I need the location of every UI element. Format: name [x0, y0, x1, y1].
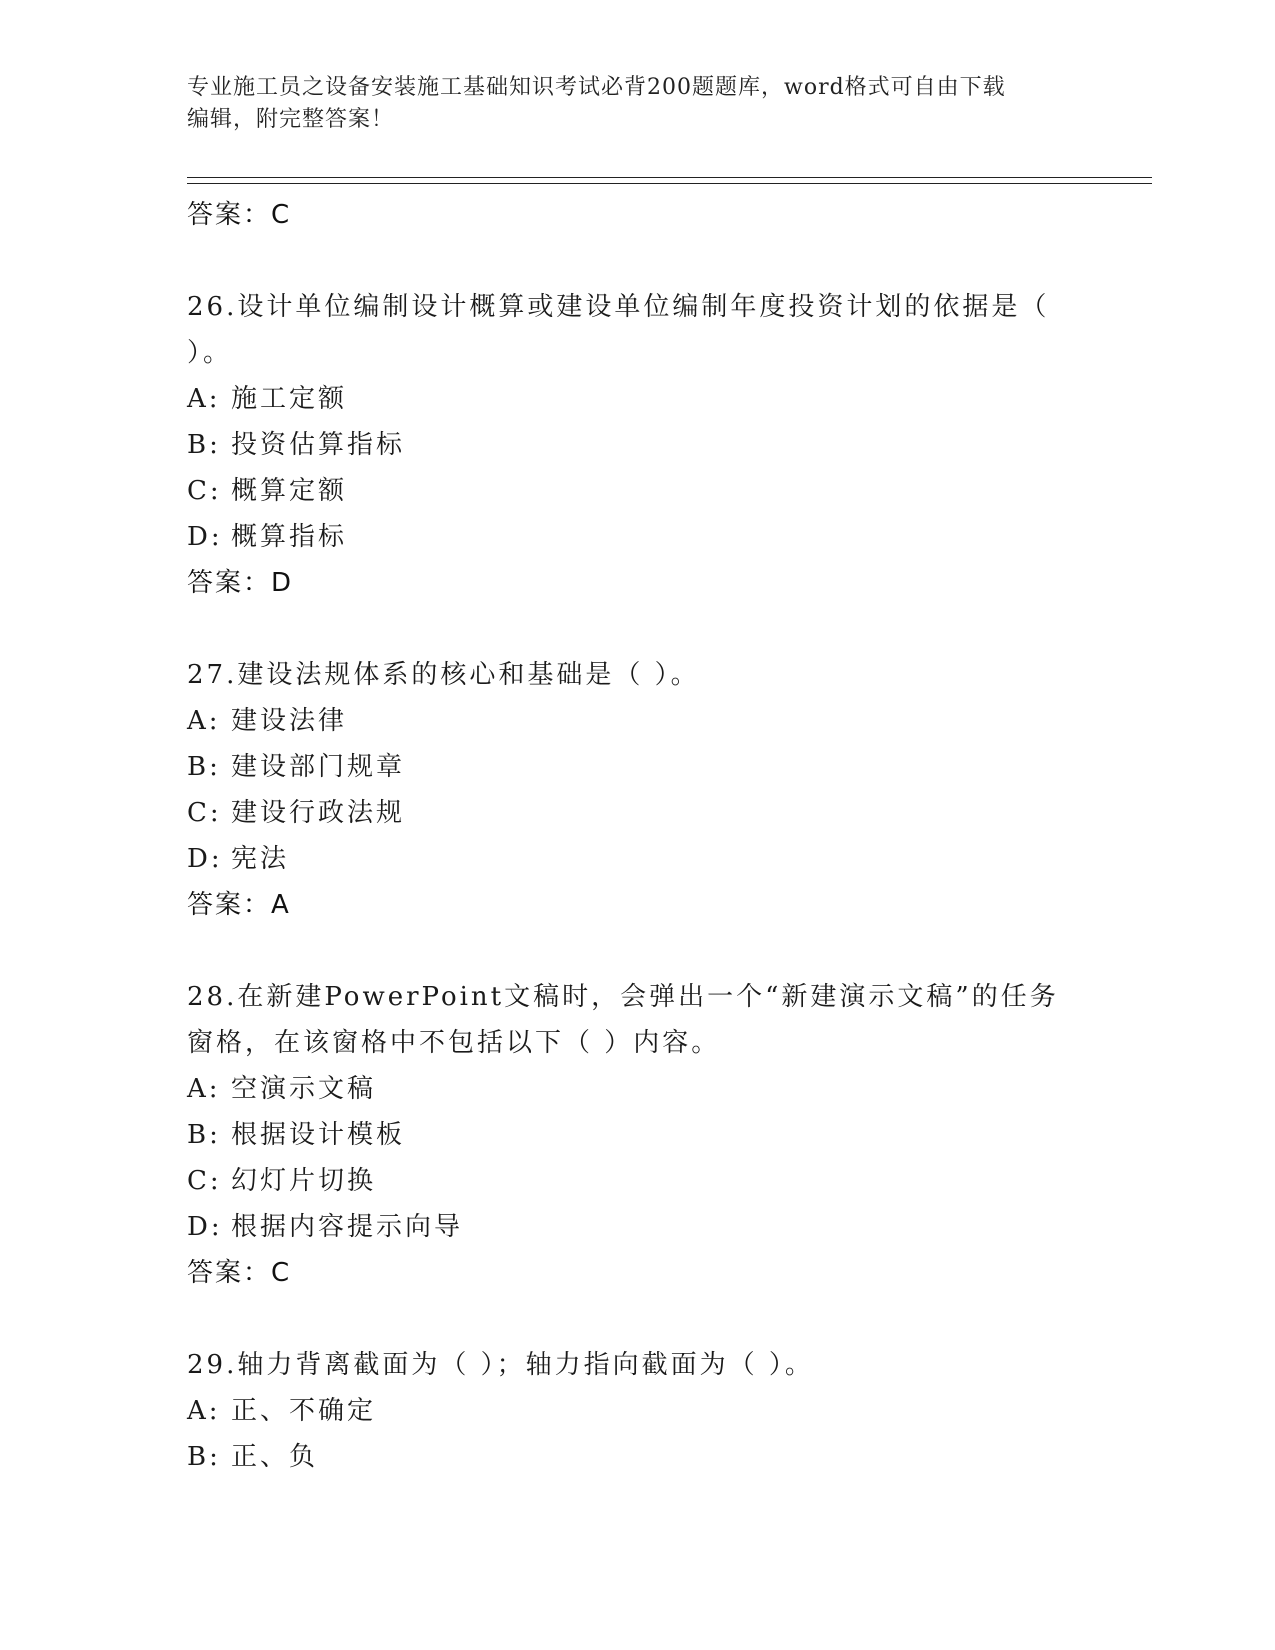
option-text: 空演示文稿 — [231, 1074, 377, 1104]
option-letter: A: — [187, 706, 221, 736]
answer-line: 答案：D — [187, 568, 294, 598]
option-text: 概算定额 — [231, 476, 348, 506]
option-b — [187, 1112, 1087, 1158]
option-text: 正、负 — [231, 1442, 319, 1472]
option-letter: C: — [187, 798, 222, 828]
spacer — [187, 928, 1087, 974]
option-d — [187, 1204, 1087, 1250]
option-text: 建设部门规章 — [231, 752, 406, 782]
option-d — [187, 514, 1087, 560]
option-text: 根据内容提示向导 — [231, 1212, 464, 1242]
option-b — [187, 744, 1087, 790]
question-block-26 — [187, 284, 1087, 606]
question-text: 26.设计单位编制设计概算或建设单位编制年度投资计划的依据是（ — [187, 292, 1050, 322]
question-text-continued: ）。 — [187, 338, 233, 368]
option-letter: B: — [187, 1120, 221, 1150]
option-letter: A: — [187, 384, 221, 414]
option-a — [187, 376, 1087, 422]
option-letter: D: — [187, 1212, 223, 1242]
option-d — [187, 836, 1087, 882]
option-text: 投资估算指标 — [231, 430, 406, 460]
option-text: 正、不确定 — [231, 1396, 377, 1426]
spacer — [187, 606, 1087, 652]
question-text: 28.在新建PowerPoint文稿时，会弹出一个“新建演示文稿”的任务 — [187, 982, 1059, 1012]
answer-line: 答案：A — [187, 890, 291, 920]
question-list — [187, 192, 1087, 1480]
question-block-29 — [187, 1342, 1087, 1480]
option-letter: B: — [187, 1442, 221, 1472]
option-letter: B: — [187, 430, 221, 460]
option-letter: C: — [187, 1166, 222, 1196]
spacer — [187, 1296, 1087, 1342]
header-title-line2: 编辑，附完整答案！ — [187, 107, 395, 132]
option-text: 施工定额 — [231, 384, 348, 414]
option-letter: A: — [187, 1074, 221, 1104]
option-letter: A: — [187, 1396, 221, 1426]
option-c — [187, 468, 1087, 514]
option-letter: D: — [187, 844, 223, 874]
question-text: 29.轴力背离截面为（ ）；轴力指向截面为（ ）。 — [187, 1350, 814, 1380]
spacer — [187, 238, 1087, 284]
option-text: 概算指标 — [231, 522, 348, 552]
header-divider — [187, 177, 1152, 184]
option-letter: B: — [187, 752, 221, 782]
option-c — [187, 790, 1087, 836]
option-a — [187, 698, 1087, 744]
option-text: 幻灯片切换 — [231, 1166, 377, 1196]
option-b — [187, 1434, 1087, 1480]
option-text: 建设法律 — [231, 706, 348, 736]
page-header — [187, 72, 1087, 136]
question-text: 27.建设法规体系的核心和基础是（ ）。 — [187, 660, 700, 690]
question-block-27 — [187, 652, 1087, 928]
option-text: 宪法 — [231, 844, 290, 874]
option-text: 建设行政法规 — [231, 798, 406, 828]
option-letter: C: — [187, 476, 222, 506]
option-a — [187, 1388, 1087, 1434]
option-text: 根据设计模板 — [231, 1120, 406, 1150]
option-c — [187, 1158, 1087, 1204]
option-a — [187, 1066, 1087, 1112]
answer-line: 答案：C — [187, 1258, 292, 1288]
option-letter: D: — [187, 522, 223, 552]
option-b — [187, 422, 1087, 468]
header-title-line1: 专业施工员之设备安装施工基础知识考试必背200题题库，word格式可自由下载 — [187, 75, 1006, 100]
question-text-continued: 窗格，在该窗格中不包括以下（ ）内容。 — [187, 1028, 721, 1058]
question-block-28 — [187, 974, 1087, 1296]
answer-line: 答案：C — [187, 200, 292, 230]
